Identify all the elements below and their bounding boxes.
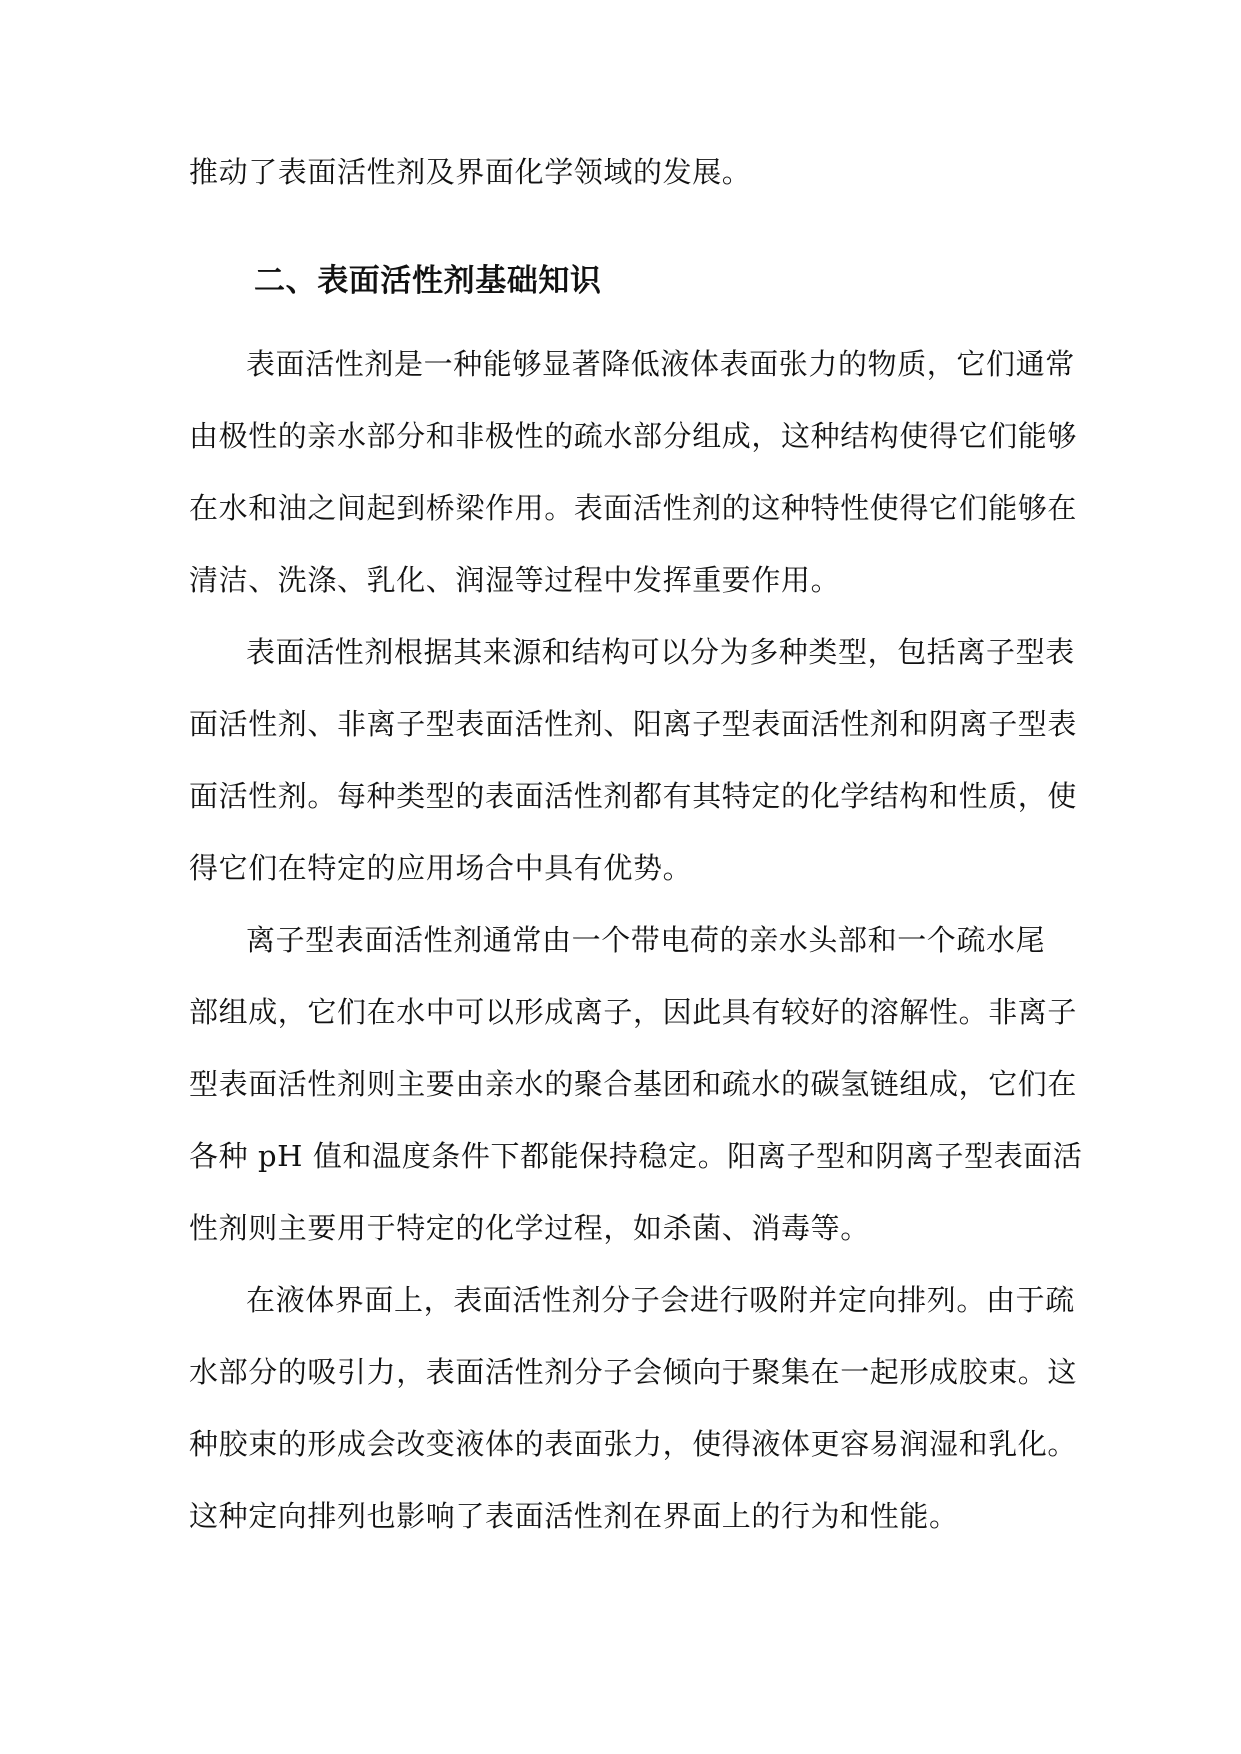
section-heading: 二、表面活性剂基础知识 (254, 263, 602, 299)
paragraph-line: 面活性剂、非离子型表面活性剂、阳离子型表面活性剂和阴离子型表 (189, 707, 1078, 741)
paragraph-line: 表面活性剂根据其来源和结构可以分为多种类型，包括离子型表 (246, 635, 1075, 669)
paragraph-line: 得它们在特定的应用场合中具有优势。 (189, 851, 693, 885)
paragraph-line: 各种 pH 值和温度条件下都能保持稳定。阳离子型和阴离子型表面活 (189, 1139, 1083, 1173)
paragraph-line: 由极性的亲水部分和非极性的疏水部分组成，这种结构使得它们能够 (189, 419, 1078, 453)
paragraph-line: 性剂则主要用于特定的化学过程，如杀菌、消毒等。 (189, 1211, 870, 1245)
paragraph-line: 清洁、洗涤、乳化、润湿等过程中发挥重要作用。 (189, 563, 841, 597)
carryover-line: 推动了表面活性剂及界面化学领域的发展。 (189, 155, 752, 189)
paragraph-line: 种胶束的形成会改变液体的表面张力，使得液体更容易润湿和乳化。 (189, 1427, 1078, 1461)
paragraph-line: 在水和油之间起到桥梁作用。表面活性剂的这种特性使得它们能够在 (189, 491, 1078, 525)
paragraph-line: 面活性剂。每种类型的表面活性剂都有其特定的化学结构和性质，使 (189, 779, 1078, 813)
paragraph-line: 表面活性剂是一种能够显著降低液体表面张力的物质，它们通常 (246, 347, 1075, 381)
paragraph-line: 部组成，它们在水中可以形成离子，因此具有较好的溶解性。非离子 (189, 995, 1078, 1029)
paragraph-line: 在液体界面上，表面活性剂分子会进行吸附并定向排列。由于疏 (246, 1283, 1075, 1317)
paragraph-line: 这种定向排列也影响了表面活性剂在界面上的行为和性能。 (189, 1499, 959, 1533)
paragraph-line: 型表面活性剂则主要由亲水的聚合基团和疏水的碳氢链组成，它们在 (189, 1067, 1078, 1101)
paragraph-line: 水部分的吸引力，表面活性剂分子会倾向于聚集在一起形成胶束。这 (189, 1355, 1078, 1389)
paragraph-line: 离子型表面活性剂通常由一个带电荷的亲水头部和一个疏水尾 (246, 923, 1046, 957)
